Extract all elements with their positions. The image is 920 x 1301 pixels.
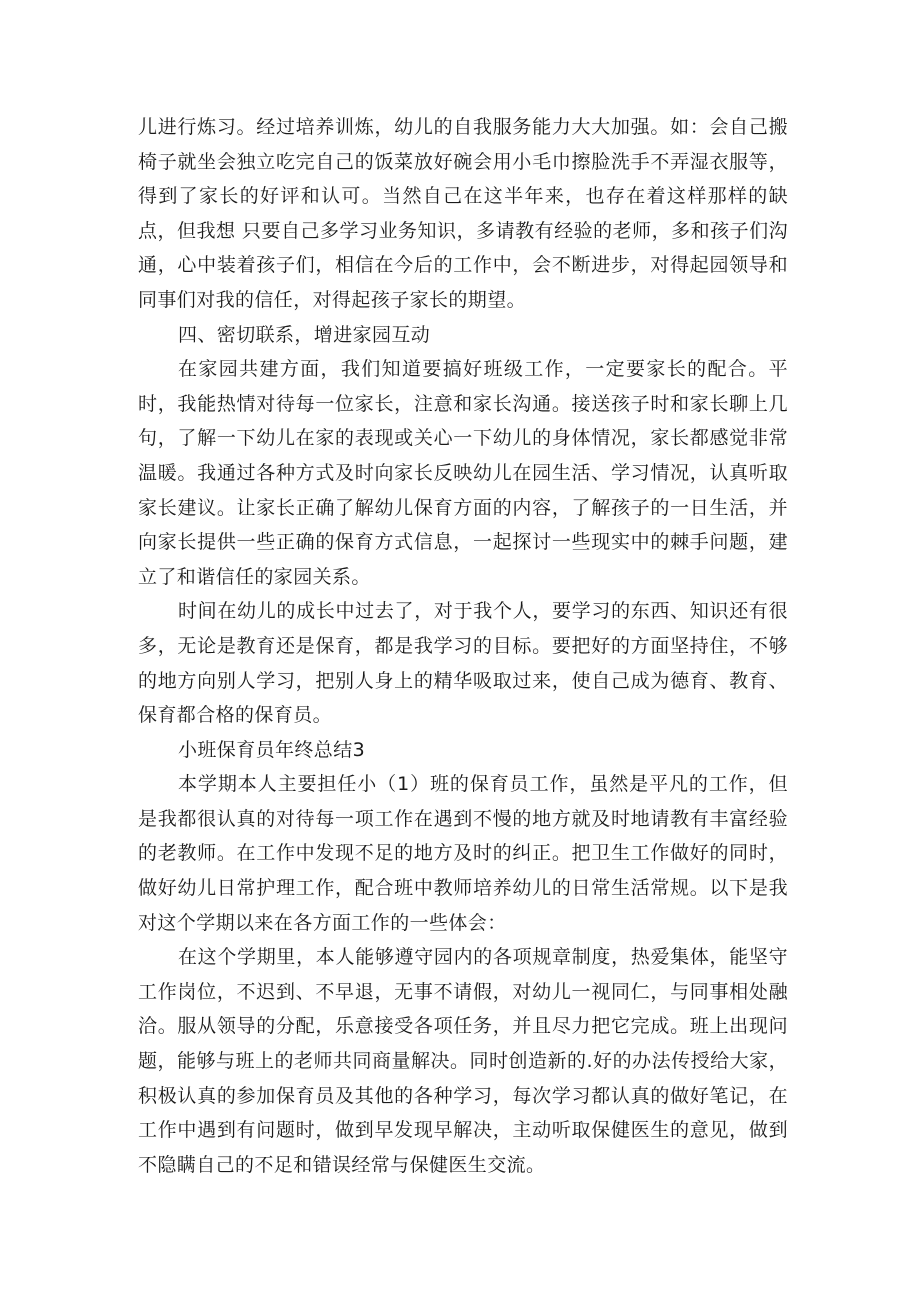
paragraph-home-school-cooperation: 在家园共建方面，我们知道要搞好班级工作，一定要家长的配合。平时，我能热情对待每一位家长，注意和家长沟通。接送孩子时和家长聊上几句，了解一下幼儿在家的表现或关心一下幼儿的身体情况，家长都感觉非常温暖。我通过各种方式及时向家长反映幼儿在园生活、学习情况，认真听取家长建议。让家长正确了解幼儿保育方面的内容，了解孩子的一日生活，并向家长提供一些正确的保育方式信息，一起探讨一些现实中的棘手问题，建立了和谐信任的家园关系。 <box>138 358 788 588</box>
paragraph-work-attitude: 在这个学期里，本人能够遵守园内的各项规章制度，热爱集体，能坚守工作岗位，不迟到、不早退，无事不请假，对幼儿一视同仁，与同事相处融洽。服从领导的分配，乐意接受各项任务，并且尽力把它完成。班上出现问题，能够与班上的老师共同商量解决。同时创造新的.好的办法传授给大家，积极认真的参加保育员及其他的各种学习，每次学习都认真的做好笔记，在工作中遇到有问题时，做到早发现早解决，主动听取保健医生的意见，做到不隐瞒自己的不足和错误经常与保健医生交流。 <box>138 946 788 1176</box>
document-body <box>138 110 788 1182</box>
paragraph-continuation: 儿进行炼习。经过培养训炼，幼儿的自我服务能力大大加强。如：会自己搬椅子就坐会独立吃完自己的饭菜放好碗会用小毛巾擦脸洗手不弄湿衣服等，得到了家长的好评和认可。当然自己在这半年来，也存在着这样那样的缺点，但我想 只要自己多学习业务知识，多请教有经验的老师，多和孩子们沟通，心中装着孩子们，相信在今后的工作中，会不断进步，对得起园领导和同事们对我的信任，对得起孩子家长的期望。 <box>138 116 788 311</box>
paragraph-semester-duties: 本学期本人主要担任小（1）班的保育员工作，虽然是平凡的工作，但是我都很认真的对待每一项工作在遇到不慢的地方就及时地请教有丰富经验的老教师。在工作中发现不足的地方及时的纠正。把卫生工作做好的同时，做好幼儿日常护理工作，配合班中教师培养幼儿的日常生活常规。以下是我对这个学期以来在各方面工作的一些体会： <box>138 773 788 934</box>
section-heading-home-school-contact: 四、密切联系，增进家园互动 <box>178 323 431 346</box>
paragraph-personal-growth: 时间在幼儿的成长中过去了，对于我个人，要学习的东西、知识还有很多，无论是教育还是保育，都是我学习的目标。要把好的方面坚持住，不够的地方向别人学习，把别人身上的精华吸取过来，使自己成为德育、教育、保育都合格的保育员。 <box>138 600 788 727</box>
section-heading-summary-3: 小班保育员年终总结3 <box>178 738 366 761</box>
